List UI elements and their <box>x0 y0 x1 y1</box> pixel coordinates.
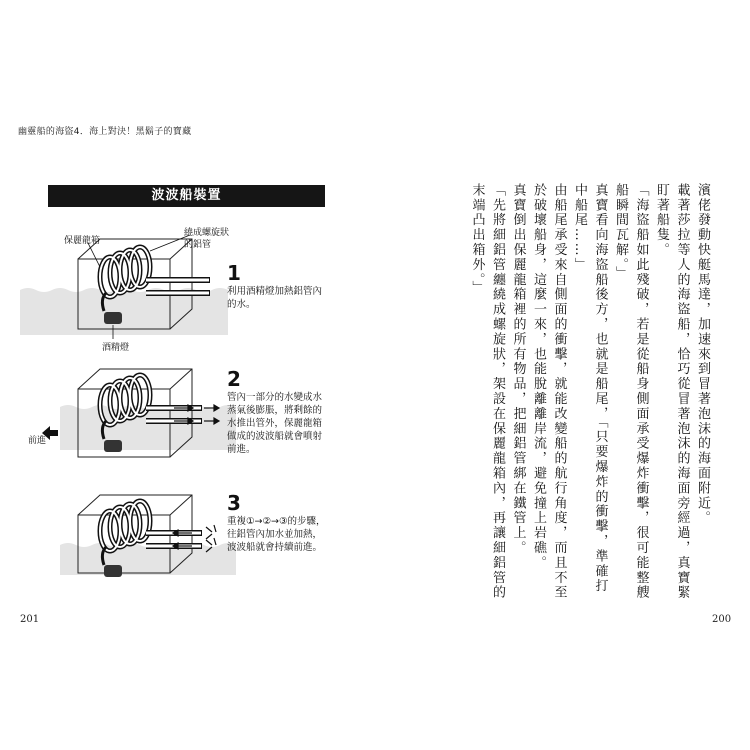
label-forward: 前進 <box>28 436 47 446</box>
step-3-text: 重複①→②→③的步驟，往鋁管內加水並加熱，波波船就會持續前進。 <box>227 516 326 553</box>
label-casing: 保麗龍箱 <box>64 236 101 246</box>
page-number-right: 200 <box>712 614 732 625</box>
step-1-number: 1 <box>227 261 241 285</box>
boat-diagram <box>20 215 340 585</box>
paragraph: 濱佬發動快艇馬達，加速來到冒著泡沫的海面附近。 <box>695 183 710 526</box>
paragraph: 由船尾承受來自側面的衝擊，就能改變船的航行角度，而且不至於破壞船身，這麼一來，也能脫離離岸流，避免撞上岩礁。 <box>531 183 567 601</box>
panel-1 <box>20 235 228 339</box>
paragraph: 載著莎拉等人的海盜船，恰巧從冒著泡沫的海面旁經過，真寶緊盯著船隻。 <box>654 183 690 601</box>
step-2-number: 2 <box>227 367 241 391</box>
step-3-number: 3 <box>227 491 241 515</box>
paragraph: 真寶看向海盜船後方，也就是船尾，「只要爆炸的衝擊，準確打中船尾……」 <box>572 183 608 594</box>
running-head: 幽靈船的海盜4．海上對決！黑鬍子的寶藏 <box>18 127 192 137</box>
step-2-text: 管內一部分的水變成水蒸氣後膨脹，將剩餘的水推出管外，保麗龍箱做成的波波船就會噴射前進。 <box>227 392 323 455</box>
step-1-text: 利用酒精燈加熱鋁管內的水。 <box>227 286 323 310</box>
paragraph: 「先將細鋁管纏繞成螺旋狀，架設在保麗龍箱內，再讓細鋁管的末端凸出箱外。」 <box>469 183 505 601</box>
paragraph: 「海盜船如此殘破，若是從船身側面承受爆炸衝擊，很可能整艘船瞬間瓦解。」 <box>613 183 649 601</box>
page-number-left: 201 <box>20 614 40 625</box>
label-coil-line1: 繞成螺旋狀 <box>184 228 230 238</box>
label-coil-line2: 的鋁管 <box>184 240 212 250</box>
label-lamp: 酒精燈 <box>102 343 130 353</box>
figure-title: 波波船裝置 <box>48 185 325 207</box>
paragraph: 真寶倒出保麗龍箱裡的所有物品，把細鋁管綁在鐵管上。 <box>510 183 526 556</box>
panel-3 <box>60 495 236 577</box>
panel-2 <box>42 369 236 457</box>
story-text <box>466 183 712 603</box>
